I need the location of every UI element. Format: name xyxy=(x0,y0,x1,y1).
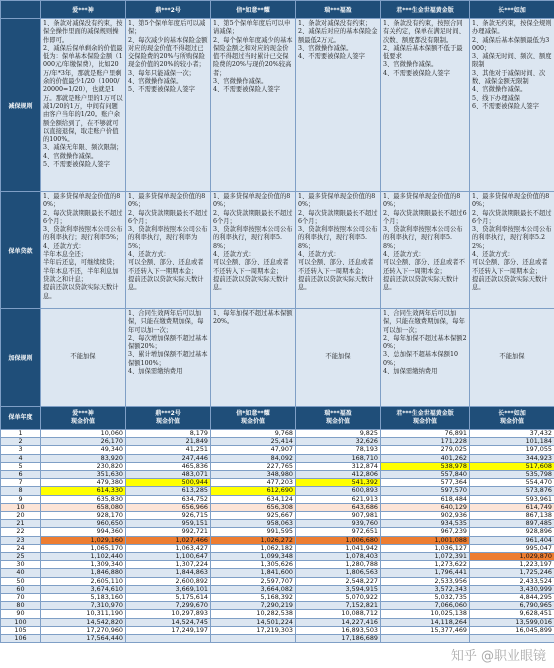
rule-cell: 1、条款对减保没有约束； 2、减保后对应的基本保险金额最低2万元。 3、官微操作减保。 4、不需要被保险人签字 xyxy=(296,19,381,192)
value-cell: 483,071 xyxy=(126,471,211,479)
value-cell: 972,651 xyxy=(296,528,381,536)
table-row xyxy=(1,594,554,602)
value-cell: 15,377,469 xyxy=(381,626,470,634)
table-row xyxy=(1,536,554,544)
value-header-product: 长***如加 xyxy=(498,410,526,417)
year-cell: 10 xyxy=(1,503,41,511)
value-cell: 925,667 xyxy=(211,512,296,520)
value-header-label: 现金价值 xyxy=(325,418,350,425)
value-cell: 76,891 xyxy=(381,430,470,438)
value-cell: 1,280,788 xyxy=(296,561,381,569)
year-cell: 21 xyxy=(1,520,41,528)
value-cell: 597,570 xyxy=(381,487,470,495)
value-cell: 351,630 xyxy=(41,471,126,479)
table-row xyxy=(1,561,554,569)
table-row xyxy=(1,618,554,626)
year-cell: 20 xyxy=(1,512,41,520)
value-cell: 16,893,503 xyxy=(296,626,381,634)
year-cell: 9 xyxy=(1,495,41,503)
table-row xyxy=(1,610,554,618)
value-cell: 928,170 xyxy=(41,512,126,520)
value-header-product: 鼎***2号 xyxy=(155,410,181,417)
rule-row xyxy=(1,192,554,309)
value-cell: 1,078,403 xyxy=(296,553,381,561)
value-cell: 634,124 xyxy=(211,495,296,503)
value-cell: 2,605,110 xyxy=(41,577,126,585)
value-header-cell xyxy=(211,407,296,430)
year-cell: 25 xyxy=(1,553,41,561)
table-row xyxy=(1,585,554,593)
value-cell: 9,628,451 xyxy=(470,610,554,618)
year-cell: 6 xyxy=(1,471,41,479)
value-cell: 658,080 xyxy=(41,503,126,511)
value-cell: 967,239 xyxy=(381,528,470,536)
product-name-cell: 瑞***福盈 xyxy=(296,1,381,19)
rule-cell: 1、最多贷保单现金价值的80%； 2、每次贷款期限最长不超过6个月； 3、贷款利率按照本公司公布的利率执行；现行利率5%； 4、还款方式： 半年本息全还； 半年后还息，可继续续贷； 半年本息不还，半年利息加贷款之和计息； 提前还款以贷款实际天数计息。 xyxy=(41,192,126,309)
rule-cell: 1、最多贷保单现金价值的80%； 2、每次贷款期限最长不超过6个月； 3、贷款利率按照本公司公布的利率执行，现行利率5.8%； 4、还款方式： 可以全额、部分、还息或者不还转入下一周期本金； 提前还款以贷款实际天数计息。 xyxy=(296,192,381,309)
value-cell: 2,433,524 xyxy=(470,577,554,585)
value-cell: 5,183,160 xyxy=(41,594,126,602)
value-cell: 643,686 xyxy=(296,503,381,511)
table-row xyxy=(1,471,554,479)
value-header-cell xyxy=(296,407,381,430)
value-cell: 16,045,899 xyxy=(470,626,554,634)
value-cell: 1,006,680 xyxy=(296,536,381,544)
value-cell: 897,485 xyxy=(470,520,554,528)
rule-cell: 1、条款对减保没有约束，按保全操作里面的减保规则操作即可。 2、减保后保单剩余的价值最低为：保单基本保险金额（1000元/年缴保费），比如20万/年*3年，那就是账户里剩余的价值最少1/20（1000/20000=1/20），也就是1万。那就是账户里的1万可以减1/20的1万，中间有问题由客户当年的1/20。账户余额全额给到了，在不够就可以直接退保，取走账户价值的100%。 3、减保无年限、频次限制； 4、官微操作减保。 5、不需要被保险人签字 xyxy=(41,19,126,192)
year-cell: 3 xyxy=(1,446,41,454)
value-header-cell xyxy=(41,407,126,430)
value-cell: 867,138 xyxy=(470,512,554,520)
value-cell: 247,446 xyxy=(126,454,211,462)
value-cell: 7,066,060 xyxy=(381,602,470,610)
value-cell: 902,936 xyxy=(381,512,470,520)
value-cell: 7,290,219 xyxy=(211,602,296,610)
value-cell: 1,072,391 xyxy=(381,553,470,561)
year-cell: 105 xyxy=(1,626,41,634)
rule-cell: 1、第5个保单年度后可以申请减保； 2、每个保单年度减少的基本保险金额之和对应的现金价值不得超过当时累计已交保险费的20%与现价20%较高者； 3、官微操作减保。 4、不需要被保险人签字 xyxy=(211,19,296,192)
value-cell: 168,710 xyxy=(296,454,381,462)
value-cell: 10,060 xyxy=(41,430,126,438)
value-cell: 47,907 xyxy=(211,446,296,454)
product-name-cell: 君***生金世福黄金版 xyxy=(381,1,470,19)
value-cell xyxy=(211,635,296,643)
value-cell: 7,299,670 xyxy=(126,602,211,610)
rule-row xyxy=(1,309,554,407)
table-row xyxy=(1,454,554,462)
value-cell: 1,844,863 xyxy=(126,569,211,577)
rule-cell: 1、每年加保不超过基本保额20%。 xyxy=(211,309,296,407)
value-cell: 14,542,820 xyxy=(41,618,126,626)
value-cell: 7,310,970 xyxy=(41,602,126,610)
value-cell: 1,063,427 xyxy=(126,544,211,552)
value-cell: 500,944 xyxy=(126,479,211,487)
value-cell: 1,026,272 xyxy=(211,536,296,544)
year-cell: 1 xyxy=(1,430,41,438)
value-cell: 1,305,626 xyxy=(211,561,296,569)
value-cell: 13,599,016 xyxy=(470,618,554,626)
value-cell: 1,099,348 xyxy=(211,553,296,561)
value-cell: 3,430,999 xyxy=(470,585,554,593)
value-cell: 621,913 xyxy=(296,495,381,503)
year-cell: 5 xyxy=(1,462,41,470)
value-cell: 635,830 xyxy=(41,495,126,503)
value-header-label: 现金价值 xyxy=(499,418,524,425)
value-cell: 538,978 xyxy=(381,462,470,470)
year-cell: 60 xyxy=(1,585,41,593)
rule-cell: 不能加保 xyxy=(470,309,554,407)
rule-cell: 1、最多贷保单现金价值的80%； 2、每次贷款期限最长不超过6个月； 3、贷款利率按照本公司公布的利率执行，现行利率为5%； 4、还款方式： 可以全额、部分、还息或者不还转入下一期期本金； 提前还款以贷款实际天数计息。 xyxy=(126,192,211,309)
rule-cell: 1、合同生效两年后可以加保，只能在缴费期加保，每年可以加一次； 2、每次增加保额不超过基本保额20%； 3、累计增加保额不超过基本保额100%； 4、加保需缴纳费用 xyxy=(126,309,211,407)
value-header-cell xyxy=(470,407,554,430)
value-cell: 1,223,197 xyxy=(470,561,554,569)
value-cell: 25,414 xyxy=(211,438,296,446)
year-cell: 90 xyxy=(1,610,41,618)
value-cell: 1,041,942 xyxy=(296,544,381,552)
value-cell: 84,092 xyxy=(211,454,296,462)
value-cell: 1,036,127 xyxy=(381,544,470,552)
year-cell: 23 xyxy=(1,536,41,544)
value-cell: 49,340 xyxy=(41,446,126,454)
value-header-label: 现金价值 xyxy=(412,418,437,425)
value-cell xyxy=(126,635,211,643)
value-cell xyxy=(470,635,554,643)
value-cell: 2,533,956 xyxy=(381,577,470,585)
value-header-cell xyxy=(126,407,211,430)
value-cell: 600,893 xyxy=(296,487,381,495)
rule-cell: 1、第5个保单年度后可以减保； 2、每次减少的基本保险金额对应的现金价值不得超过已交保险费的20%与所购保险现金价值的20%的较小者； 3、每年只能减保一次； 4、官微操作减保。 5、不需要被保险人签字 xyxy=(126,19,211,192)
value-cell: 14,227,416 xyxy=(296,618,381,626)
value-cell: 634,752 xyxy=(126,495,211,503)
value-cell: 961,404 xyxy=(470,536,554,544)
value-cell: 5,070,922 xyxy=(296,594,381,602)
table-row xyxy=(1,446,554,454)
value-cell: 3,674,610 xyxy=(41,585,126,593)
table-row xyxy=(1,520,554,528)
table-row xyxy=(1,487,554,495)
year-cell: 8 xyxy=(1,487,41,495)
value-cell: 8,179 xyxy=(126,430,211,438)
rule-cell: 1、最多贷保单现金价值的80%； 2、每次贷款期限最长不超过6个月； 3、贷款利率按照本公司公布的利率执行，现行利率5.8%； 4、还款方式： 可以全额、部分、还息或者不还转入下一周期本金； 提前还款以贷款实际天数计息。 xyxy=(211,192,296,309)
value-cell: 612,690 xyxy=(211,487,296,495)
value-cell: 1,027,466 xyxy=(126,536,211,544)
value-cell: 10,025,138 xyxy=(381,610,470,618)
value-cell: 1,100,647 xyxy=(126,553,211,561)
value-cell: 517,608 xyxy=(470,462,554,470)
table-row xyxy=(1,495,554,503)
value-header-label: 现金价值 xyxy=(70,418,95,425)
value-header-product: 君***生金世福黄金版 xyxy=(396,410,454,417)
corner-cell xyxy=(1,1,41,19)
value-header-product: 信*如意**耀 xyxy=(236,410,270,417)
year-cell: 106 xyxy=(1,635,41,643)
value-cell: 5,032,735 xyxy=(381,594,470,602)
value-header-product: 瑞***福盈 xyxy=(324,410,352,417)
value-cell: 557,840 xyxy=(381,471,470,479)
table-row xyxy=(1,626,554,634)
table-row xyxy=(1,635,554,643)
year-cell: 24 xyxy=(1,544,41,552)
value-cell: 3,669,101 xyxy=(126,585,211,593)
value-cell: 656,966 xyxy=(126,503,211,511)
value-cell: 928,896 xyxy=(470,528,554,536)
value-cell: 348,980 xyxy=(211,471,296,479)
value-cell: 37,432 xyxy=(470,430,554,438)
value-header-row xyxy=(1,407,554,430)
value-cell: 640,129 xyxy=(381,503,470,511)
value-cell: 614,330 xyxy=(41,487,126,495)
value-cell: 934,535 xyxy=(381,520,470,528)
value-cell: 2,597,707 xyxy=(211,577,296,585)
value-cell: 9,825 xyxy=(296,430,381,438)
value-cell: 171,228 xyxy=(381,438,470,446)
rule-cell: 1、合同生效两年后可以加保，只能在缴费期加保，每年可以加一次； 2、每年加保不超过基本保额20%； 3、总加保不超基本保额100%； 4、加保需缴纳费用 xyxy=(381,309,470,407)
rule-cell: 1、最多贷保单现金价值的80%； 2、每次贷款期限最长不超过6个月； 3、贷款利率按照本公司公布的利率执行，现行利率5.8%； 4、还款方式： 可以全额、部分、还息或者不还转入下一周期本金； 提前还款以贷款实际天数计息。 xyxy=(381,192,470,309)
value-cell: 197,055 xyxy=(470,446,554,454)
value-cell: 10,282,538 xyxy=(211,610,296,618)
product-name-cell: 长***如加 xyxy=(470,1,554,19)
value-cell: 1,102,440 xyxy=(41,553,126,561)
value-cell: 14,118,264 xyxy=(381,618,470,626)
rule-cell: 不能加保 xyxy=(296,309,381,407)
value-cell: 959,151 xyxy=(126,520,211,528)
value-cell: 401,262 xyxy=(381,454,470,462)
value-cell: 535,798 xyxy=(470,471,554,479)
table-row xyxy=(1,462,554,470)
value-cell: 1,273,622 xyxy=(381,561,470,569)
value-cell: 14,501,224 xyxy=(211,618,296,626)
year-cell: 100 xyxy=(1,618,41,626)
value-cell: 26,170 xyxy=(41,438,126,446)
value-cell: 1,841,600 xyxy=(211,569,296,577)
value-cell: 907,981 xyxy=(296,512,381,520)
table-row xyxy=(1,553,554,561)
value-cell: 2,600,892 xyxy=(126,577,211,585)
value-cell: 312,874 xyxy=(296,462,381,470)
value-cell: 577,364 xyxy=(381,479,470,487)
product-header-row xyxy=(1,1,554,19)
value-cell: 573,876 xyxy=(470,487,554,495)
value-cell: 17,219,303 xyxy=(211,626,296,634)
value-cell: 1,846,880 xyxy=(41,569,126,577)
value-cell: 83,920 xyxy=(41,454,126,462)
value-cell: 926,715 xyxy=(126,512,211,520)
value-cell: 9,768 xyxy=(211,430,296,438)
product-name-cell: 信*如意**耀 xyxy=(211,1,296,19)
value-cell: 479,380 xyxy=(41,479,126,487)
year-cell: 22 xyxy=(1,528,41,536)
product-name-cell: 爱***神 xyxy=(41,1,126,19)
value-cell: 960,650 xyxy=(41,520,126,528)
value-cell: 230,820 xyxy=(41,462,126,470)
table-row xyxy=(1,479,554,487)
value-cell: 656,308 xyxy=(211,503,296,511)
value-cell: 21,849 xyxy=(126,438,211,446)
value-header-label: 现金价值 xyxy=(155,418,180,425)
rule-cell: 1、条款没有约束，按照合同有关约定，保单在满足时间、次数、额度都没有限制。 2、减保后基本保额不低于最低要求 3、官微操作减保。 4、不需要被保险人签字 xyxy=(381,19,470,192)
rule-cell: 1、条款无约束，按保全规则办理减保。 2、减保后基本保额最低为3000； 3、减保无时间、频次、额度限制 3、其他对于减保时间、次数、减保金额无限制 4、官微操作减保。 5、线下办理减保 6、不需要被保险人签字 xyxy=(470,19,554,192)
value-cell: 477,203 xyxy=(211,479,296,487)
rule-cell: 不能加保 xyxy=(41,309,126,407)
value-cell: 994,360 xyxy=(41,528,126,536)
value-cell: 7,152,821 xyxy=(296,602,381,610)
rule-label: 加保规则 xyxy=(1,309,41,407)
value-cell: 10,088,712 xyxy=(296,610,381,618)
value-cell: 14,524,745 xyxy=(126,618,211,626)
value-cell: 992,721 xyxy=(126,528,211,536)
value-cell: 2,548,227 xyxy=(296,577,381,585)
value-cell: 995,047 xyxy=(470,544,554,552)
value-cell: 101,184 xyxy=(470,438,554,446)
watermark-text: 知乎 @职业眼镜 xyxy=(450,649,546,664)
value-cell: 614,749 xyxy=(470,503,554,511)
rule-label: 保单贷款 xyxy=(1,192,41,309)
value-cell: 41,251 xyxy=(126,446,211,454)
value-cell: 1,062,182 xyxy=(211,544,296,552)
value-cell: 618,484 xyxy=(381,495,470,503)
value-cell: 10,311,190 xyxy=(41,610,126,618)
year-cell: 30 xyxy=(1,561,41,569)
value-cell: 344,923 xyxy=(470,454,554,462)
value-cell: 17,249,197 xyxy=(126,626,211,634)
value-cell: 6,790,965 xyxy=(470,602,554,610)
value-cell: 1,307,224 xyxy=(126,561,211,569)
rule-cell: 1、最多贷保单现金价值的80%； 2、每次贷款期限最长不超过6个月； 3、贷款利率按照本公司公布的利率执行，现行利率5.22%； 4、还款方式： 可以全额、部分、还息或者不还转入下一周期本金； 提前还款以贷款实际天数计息。 xyxy=(470,192,554,309)
value-cell: 1,029,160 xyxy=(41,536,126,544)
table-row xyxy=(1,544,554,552)
value-cell: 5,175,614 xyxy=(126,594,211,602)
table-row xyxy=(1,503,554,511)
year-cell: 50 xyxy=(1,577,41,585)
value-cell: 1,725,246 xyxy=(470,569,554,577)
value-header-label: 现金价值 xyxy=(240,418,265,425)
value-cell: 279,025 xyxy=(381,446,470,454)
value-cell: 227,765 xyxy=(211,462,296,470)
table-row xyxy=(1,577,554,585)
table-row xyxy=(1,528,554,536)
value-header-cell xyxy=(381,407,470,430)
value-cell xyxy=(381,635,470,643)
rule-label: 减保规则 xyxy=(1,19,41,192)
value-cell: 78,193 xyxy=(296,446,381,454)
value-cell: 1,806,563 xyxy=(296,569,381,577)
value-cell: 17,270,960 xyxy=(41,626,126,634)
year-cell: 80 xyxy=(1,602,41,610)
value-cell: 1,029,870 xyxy=(470,553,554,561)
rule-row xyxy=(1,19,554,192)
value-cell: 613,285 xyxy=(126,487,211,495)
table-row xyxy=(1,430,554,438)
value-cell: 32,626 xyxy=(296,438,381,446)
table-row xyxy=(1,512,554,520)
table-row xyxy=(1,438,554,446)
value-cell: 3,664,082 xyxy=(211,585,296,593)
value-cell: 412,806 xyxy=(296,471,381,479)
value-cell: 1,001,088 xyxy=(381,536,470,544)
value-cell: 3,572,343 xyxy=(381,585,470,593)
value-cell: 991,595 xyxy=(211,528,296,536)
value-cell: 4,844,295 xyxy=(470,594,554,602)
value-cell: 939,760 xyxy=(296,520,381,528)
table-row xyxy=(1,602,554,610)
year-cell: 40 xyxy=(1,569,41,577)
value-cell: 593,961 xyxy=(470,495,554,503)
value-cell: 554,470 xyxy=(470,479,554,487)
value-cell: 17,186,689 xyxy=(296,635,381,643)
value-cell: 3,594,915 xyxy=(296,585,381,593)
value-cell: 5,168,392 xyxy=(211,594,296,602)
year-cell: 7 xyxy=(1,479,41,487)
value-cell: 541,392 xyxy=(296,479,381,487)
year-cell: 4 xyxy=(1,454,41,462)
table-row xyxy=(1,569,554,577)
product-name-cell: 鼎***2号 xyxy=(126,1,211,19)
value-cell: 1,065,170 xyxy=(41,544,126,552)
value-header-product: 爱***神 xyxy=(72,410,94,417)
year-header: 保单年度 xyxy=(1,407,41,430)
value-cell: 1,796,441 xyxy=(381,569,470,577)
value-cell: 10,297,893 xyxy=(126,610,211,618)
year-cell: 2 xyxy=(1,438,41,446)
value-cell: 465,836 xyxy=(126,462,211,470)
value-cell: 958,063 xyxy=(211,520,296,528)
value-cell: 1,309,340 xyxy=(41,561,126,569)
value-cell: 17,564,440 xyxy=(41,635,126,643)
year-cell: 70 xyxy=(1,594,41,602)
